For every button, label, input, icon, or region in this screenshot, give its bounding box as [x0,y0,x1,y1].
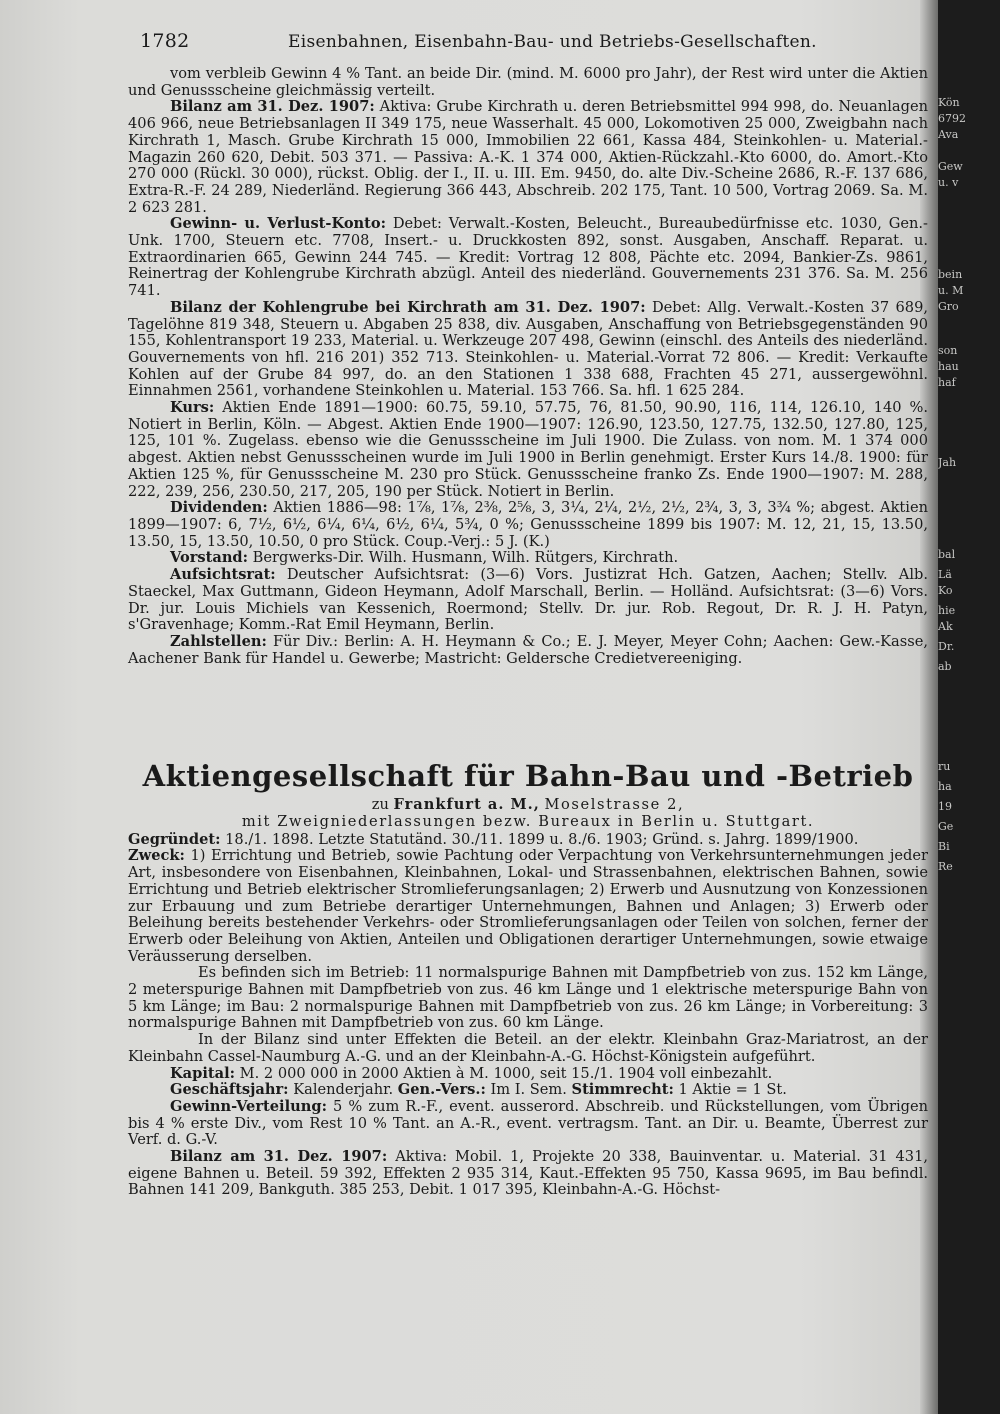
section-company-details [128,832,928,1199]
label-gegruendet: Gegründet: [128,830,221,848]
adjacent-page-fragment: u. M [938,284,964,297]
paragraph-geschaeftsjahr [128,1082,928,1099]
company-title: Aktiengesellschaft für Bahn-Bau und -Betrieb [142,759,914,794]
adjacent-page-edge [938,0,1000,1414]
adjacent-page-fragment: ru [938,760,951,773]
label-zahlstellen: Zahlstellen: [170,632,267,650]
paragraph-bilanz-note: In der Bilanz sind unter Effekten die Beteil. an der elektr. Kleinbahn Graz-Mariatrost, an der Kleinbahn Cassel-Naumburg A.-G. und an der Kleinbahn-A.-G. Höchst-Königstein aufgeführt. [128,1031,928,1065]
text-vorstand: Bergwerks-Dir. Wilh. Husmann, Wilh. Rütgers, Kirchrath. [252,549,679,567]
paragraph-zweck [128,848,928,965]
adjacent-page-fragment: haf [938,376,956,389]
label-gewinn-verteilung: Gewinn-Verteilung: [170,1097,327,1115]
text-dividenden: Aktien 1886—98: 1⅞, 1⅞, 2⅜, 2⅝, 3, 3¼, 2¼, 2½, 2½, 2¾, 3, 3, 3¾ %; abgest. Aktien 1899—1907: 6, 7½, 6½, 6¼, 6¼, 6½, 6¼, 5¾, 0 %; Genussscheine 1899 bis 1907: M. 12, 21, 15, 13.50, 13.50, 15, 13.50, 10.50, 0 pro Stück. Coup.-Verj.: 5 J. (K.) [128,499,929,550]
adjacent-page-fragment: bal [938,548,956,561]
page-content [128,30,928,1199]
label-gen-vers: Gen.-Vers.: [397,1081,486,1099]
text-gewinn-verlust: Debet: Verwalt.-Kosten, Beleucht., Bureaubedürfnisse etc. 1030, Gen.-Unk. 1700, Steuern etc. 7708, Insert.- u. Druckkosten 892, sonst. Ausgaben, Anschaff. Reparat. u. Extraordinarien 665, Gewinn 244 745. — Kredit: Vortrag 12 808, Pächte etc. 2094, Bankier-Zs. 9861, Reinertrag der Kohlengrube Kirchrath abzügl. Anteil des niederländ. Gouvernements 231 376. Sa. M. 256 741. [128,215,928,300]
label-bilanz-1907: Bilanz am 31. Dez. 1907: [170,1148,388,1166]
label-stimmrecht: Stimmrecht: [571,1081,674,1099]
label-bilanz-kohlengrube: Bilanz der Kohlengrube bei Kirchrath am 31. Dez. 1907: [170,298,646,316]
text-zahlstellen: Für Div.: Berlin: A. H. Heymann & Co.; E. J. Meyer, Meyer Cohn; Aachen: Gew.-Kasse, Aachener Bank für Handel u. Gewerbe; Mastricht: Geldersche Credietvereeniging. [128,632,928,667]
paragraph-kapital [128,1066,928,1083]
text-gen-vers: Im I. Sem. [490,1081,567,1099]
running-title: Eisenbahnen, Eisenbahn-Bau- und Betriebs-Gesellschaften. [288,32,817,52]
adjacent-page-fragment: Gro [938,300,959,313]
paragraph-gewinn-rest: vom verbleib Gewinn 4 % Tant. an beide Dir. (mind. M. 6000 pro Jahr), der Rest wird unter die Aktien und Genussscheine gleichmässig verteilt. [128,65,928,99]
label-kurs: Kurs: [170,399,215,417]
label-kapital: Kapital: [170,1064,236,1082]
running-header [128,30,928,66]
location-prefix: zu [371,796,389,814]
text-bilanz-1907: Aktiva: Mobil. 1, Projekte 20 338, Bauinventar. u. Material. 31 431, eigene Bahnen u. Beteil. 59 392, Effekten 2 935 314, Kaut.-Effekten 95 750, Kassa 9695, im Bau befindl. Bahnen 141 209, Bankguth. 385 253, Debit. 1 017 395, Kleinbahn-A.-G. Höchst- [128,1148,929,1199]
label-dividenden: Dividenden: [170,499,268,517]
paragraph-gewinn-verteilung [128,1099,928,1149]
company-location [128,797,928,814]
paragraph-zahlstellen [128,634,928,667]
adjacent-page-fragment: u. v [938,176,959,189]
adjacent-page-fragment: Dr. [938,640,955,653]
adjacent-page-fragment: hie [938,604,956,617]
adjacent-page-fragment: Ak [938,620,953,633]
text-aufsichtsrat: Deutscher Aufsichtsrat: (3—6) Vors. Justizrat Hch. Gatzen, Aachen; Stellv. Alb. Staeckel, Max Guttmann, Gideon Heymann, Adolf Marschall, Berlin. — Holländ. Aufsichtsrat: (3—6) Vors. Dr. jur. Louis Michiels van Kessenich, Roermond; Stellv. Dr. jur. Rob. Regout, Dr. R. J. H. Patyn, s'Gravenhage; Komm.-Rat Emil Heymann, Berlin. [128,566,928,634]
paragraph-kurs [128,400,928,500]
text-stimmrecht: 1 Aktie = 1 St. [678,1081,787,1099]
label-geschaeftsjahr: Geschäftsjahr: [170,1081,289,1099]
adjacent-page-fragment: Re [938,860,953,873]
label-bilanz: Bilanz am 31. Dez. 1907: [170,98,375,116]
paragraph-gewinn-verlust [128,216,928,300]
adjacent-page-fragment: son [938,344,958,357]
adjacent-page-fragment: Ava [938,128,959,141]
adjacent-page-fragment: Lä [938,568,952,581]
text-gewinn-verteilung: 5 % zum R.-F., event. ausserord. Abschreib. und Rückstellungen, vom Übrigen bis 4 % erste Div., vom Rest 10 % Tant. an A.-R., event. vertragsm. Tant. an Dir. u. Beamte, Überrest zur Verf. d. G.-V. [128,1097,928,1149]
adjacent-page-fragment: hau [938,360,959,373]
label-gewinn-verlust: Gewinn- u. Verlust-Konto: [170,215,387,233]
page-number: 1782 [140,30,190,52]
label-vorstand: Vorstand: [170,549,249,567]
location-city: Frankfurt a. M., [393,796,540,814]
adjacent-page-fragment: ha [938,780,952,793]
paragraph-vorstand [128,550,928,567]
text-kurs: Aktien Ende 1891—1900: 60.75, 59.10, 57.75, 76, 81.50, 90.90, 116, 114, 126.10, 140 %. Notiert in Berlin, Köln. — Abgest. Aktien Ende 1900—1907: 126.90, 123.50, 127.75, 132.50, 127.80, 125, 125, 101 %. Zugelass. ebenso wie die Genussscheine im Juli 1900. Die Zulass. von nom. M. 1 374 000 abgest. Aktien nebst Genussscheinen wurde im Juli 1900 in Berlin genehmigt. Erster Kurs 14./8. 1900: für Aktien 125 %, für Genussscheine M. 230 pro Stück. Genussscheine franko Zs. Ende 1900—1907: M. 288, 222, 239, 256, 230.50, 217, 205, 190 per Stück. Notiert in Berlin. [128,399,929,500]
text-kapital: M. 2 000 000 in 2000 Aktien à M. 1000, seit 15./1. 1904 voll einbezahlt. [239,1064,773,1082]
paragraph-aufsichtsrat [128,567,928,634]
adjacent-page-fragment: Ko [938,584,953,597]
paragraph-bilanz-kohlengrube [128,300,928,400]
paragraph-betrieb: Es befinden sich im Betrieb: 11 normalspurige Bahnen mit Dampfbetrieb von zus. 152 km Länge, 2 meterspurige Bahnen mit Dampfbetrieb von zus. 46 km Länge und 1 elektrische meterspurige Bahn von 5 km Länge; im Bau: 2 normalspurige Bahnen mit Dampfbetrieb von zus. 26 km Länge; in Vorbereitung: 3 normalspurige Bahnen mit Dampfbetrieb von zus. 60 km Länge. [128,964,928,1032]
text-gegruendet: 18./1. 1898. Letzte Statutänd. 30./11. 1899 u. 8./6. 1903; Gründ. s. Jahrg. 1899/1900. [225,830,859,848]
section-previous-company [128,66,928,667]
section-gap [128,667,928,759]
paragraph-dividenden [128,500,928,550]
adjacent-page-fragment: Ge [938,820,954,833]
paragraph-bilanz [128,99,928,216]
adjacent-page-fragment: ab [938,660,952,673]
adjacent-page-fragment: 6792 [938,112,966,125]
adjacent-page-fragment: 19 [938,800,952,813]
label-zweck: Zweck: [128,847,185,865]
adjacent-page-fragment: bein [938,268,963,281]
adjacent-page-fragment: Kön [938,96,960,109]
adjacent-page-fragment: Bi [938,840,950,853]
paragraph-gegruendet [128,832,928,849]
adjacent-page-fragment: Jah [938,456,957,469]
label-aufsichtsrat: Aufsichtsrat: [170,566,276,584]
text-geschaeftsjahr: Kalenderjahr. [293,1081,394,1099]
text-bilanz-kohlengrube: Debet: Allg. Verwalt.-Kosten 37 689, Tagelöhne 819 348, Steuern u. Abgaben 25 838, div. Ausgaben, Anschaffung von Betriebsgegenständen 90 155, Kohlentransport 19 233, Material. u. Werkzeuge 207 498, Gewinn (einschl. des Anteils des niederländ. Gouvernements von hfl. 216 201) 352 713. Steinkohlen- u. Material.-Vorrat 72 806. — Kredit: Verkaufte Kohlen auf der Grube 84 997, do. an den Stationen 1 338 688, Frachten 45 271, aussergewöhnl. Einnahmen 2561, vorhandene Steinkohlen u. Material. 153 766. Sa. hfl. 1 625 284. [128,298,928,400]
text-zweck: 1) Errichtung und Betrieb, sowie Pachtung oder Verpachtung von Verkehrsunternehmungen jeder Art, insbesondere von Eisenbahnen, Kleinbahnen, Lokal- und Strassenbahnen, elektrischen Bahnen, sowie Errichtung und Betrieb elektrischer Stromlieferungsanlagen; 2) Erwerb und Ausnutzung von Konzessionen zur Erbauung und zum Betriebe derartiger Unternehmungen, Bahnen und Anlagen; 3) Erwerb oder Beleihung bereits bestehender Verkehrs- oder Stromlieferungsanlagen oder Teilen von solchen, ferner der Erwerb oder Beleihung von Aktien, Anteilen und Obligationen derartiger Unternehmungen, sowie etwaige Veräusserung derselben. [128,847,928,965]
location-street: Moselstrasse 2, [544,796,685,814]
paragraph-bilanz-1907 [128,1149,928,1199]
company-branches: mit Zweigniederlassungen bezw. Bureaux in Berlin u. Stuttgart. [241,813,815,831]
adjacent-page-fragment: Gew [938,160,963,173]
text-bilanz: Aktiva: Grube Kirchrath u. deren Betriebsmittel 994 998, do. Neuanlagen 406 966, neue Betriebsanlagen II 349 175, neue Wasserhalt. 45 000, Lokomotiven 25 000, Zweigbahn nach Kirchrath 1, Masch. Grube Kirchrath 15 000, Immobilien 22 661, Kassa 484, Steinkohlen- u. Material.-Magazin 260 620, Debit. 503 371. — Passiva: A.-K. 1 374 000, Aktien-Rückzahl.-Kto 6000, do. Amort.-Kto 270 000 (Rückl. 30 000), rückst. Oblig. der I., II. u. III. Em. 9450, do. alte Div.-Scheine 2686, R.-F. 137 686, Extra-R.-F. 24 289, Niederländ. Regierung 366 443, Abschreib. 202 175, Tant. 10 500, Vortrag 2069. Sa. M. 2 623 281. [128,98,929,216]
